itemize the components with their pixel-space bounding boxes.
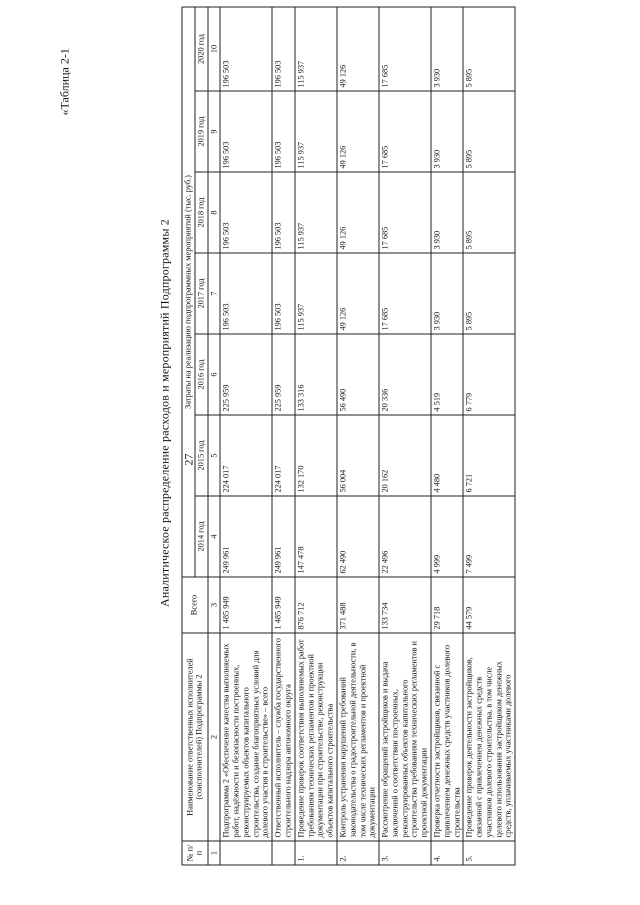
row-name: Подпрограмма 2 «Обеспечение качества выполняемых работ, надёжности и безопасности построенных, реконструируемых объектов капитального строительства, создание благоприятных условий для долевого участия в строительстве» – всего [220,633,272,841]
row-value: 196 503 [220,172,272,253]
row-value: 224 017 [220,415,272,496]
row-name: Проверка отчетности застройщиков, связанной с привлечением денежных средств участников долевого строительства [430,633,462,841]
column-number-row [207,6,220,864]
row-value: 49 126 [336,6,378,90]
row-value: 225 959 [220,334,272,415]
row-value: 115 937 [294,6,336,90]
row-name: Проведение проверок соответствия выполняемых работ требованиям технических регламентов и проектной документации при строительстве, реконструкции объектов капитального строительства [294,633,336,841]
row-value: 22 496 [379,496,431,577]
column-number: 3 [207,577,220,633]
row-value: 196 503 [220,6,272,90]
row-value: 132 170 [294,415,336,496]
row-value: 224 017 [272,415,295,496]
row-num [220,841,272,865]
row-value: 225 959 [272,334,295,415]
row-value: 133 316 [294,334,336,415]
row-num [272,841,295,865]
table-row [430,6,462,864]
row-name: Проведение проверок деятельности застройщиков, связанной с привлечением денежных средств участников долевого строительства, в том числе целевого использования застройщиком денежных средств, уплачиваемых участниками долевого [463,633,515,841]
row-value: 196 503 [272,253,295,334]
row-value: 5 895 [463,172,515,253]
table-row [220,6,272,864]
row-total: 1 485 949 [220,577,272,633]
row-total: 1 485 949 [272,577,295,633]
row-total: 44 579 [463,577,515,633]
row-value: 196 503 [272,6,295,90]
table-row [294,6,336,864]
row-value: 196 503 [220,253,272,334]
row-value: 5 895 [463,6,515,90]
row-value: 6 779 [463,334,515,415]
row-name: Рассмотрение обращений застройщиков и выдача заключений о соответствии построенных, реконструированных объектов капитального строительства требованиям технических регламентов и проектной документации [379,633,431,841]
header-year: 2014 год [194,496,207,577]
column-number: 4 [207,496,220,577]
column-number: 8 [207,172,220,253]
row-value: 49 126 [336,172,378,253]
row-num: 3. [379,841,431,865]
header-num: № п/п [182,841,208,865]
row-value: 49 126 [336,253,378,334]
row-value: 196 503 [272,172,295,253]
row-num: 1. [294,841,336,865]
row-value: 56 490 [336,334,378,415]
row-value: 4 519 [430,334,462,415]
row-num: 5. [463,841,515,865]
expenditure-table [181,6,515,865]
header-year: 2017 год [194,253,207,334]
header-year: 2018 год [194,172,207,253]
header-year: 2020 год [194,6,207,90]
row-value: 4 999 [430,496,462,577]
column-number: 7 [207,253,220,334]
page-number: 27 [181,453,195,465]
row-name: Контроль устранения нарушений требований законодательства о градостроительной деятельности, в том числе технических регламентов и проектной документации [336,633,378,841]
row-value: 20 336 [379,334,431,415]
row-total: 371 488 [336,577,378,633]
row-value: 249 961 [272,496,295,577]
row-num: 2. [336,841,378,865]
row-value: 5 895 [463,253,515,334]
row-value: 249 961 [220,496,272,577]
column-number: 10 [207,6,220,90]
row-value: 6 721 [463,415,515,496]
column-number: 2 [207,633,220,841]
row-value: 17 685 [379,6,431,90]
header-year: 2019 год [194,91,207,172]
table-row [463,6,515,864]
row-value: 147 478 [294,496,336,577]
row-value: 196 503 [220,91,272,172]
row-value: 3 930 [430,172,462,253]
row-value: 49 126 [336,91,378,172]
row-value: 115 937 [294,172,336,253]
row-value: 115 937 [294,253,336,334]
row-value: 20 162 [379,415,431,496]
table-title: Аналитическое распределение расходов и мероприятий Подпрограммы 2 [157,218,171,607]
table-row [379,6,431,864]
row-value: 4 480 [430,415,462,496]
header-costs-group: Затраты на реализацию подпрограммных мероприятий (тыс. руб.) [182,6,195,576]
table-label: «Таблица 2-1 [57,47,71,115]
row-value: 17 685 [379,253,431,334]
row-value: 196 503 [272,91,295,172]
header-total: Всего [182,577,208,633]
header-name: Наименование ответственных исполнителей (соисполнителей) Подпрограммы 2 [182,633,208,841]
column-number: 1 [207,841,220,865]
column-number: 5 [207,415,220,496]
row-value: 17 685 [379,91,431,172]
header-year: 2015 год [194,415,207,496]
row-value: 3 930 [430,6,462,90]
row-value: 3 930 [430,91,462,172]
header-year: 2016 год [194,334,207,415]
row-num: 4. [430,841,462,865]
row-value: 7 499 [463,496,515,577]
row-total: 876 712 [294,577,336,633]
row-total: 133 734 [379,577,431,633]
row-value: 3 930 [430,253,462,334]
row-total: 29 718 [430,577,462,633]
row-value: 5 895 [463,91,515,172]
row-value: 56 004 [336,415,378,496]
table-row [272,6,295,864]
row-value: 115 937 [294,91,336,172]
column-number: 6 [207,334,220,415]
row-value: 62 490 [336,496,378,577]
row-value: 17 685 [379,172,431,253]
table-row [336,6,378,864]
column-number: 9 [207,91,220,172]
row-name: Ответственный исполнитель – служба государственного строительного надзора автономного округа [272,633,295,841]
